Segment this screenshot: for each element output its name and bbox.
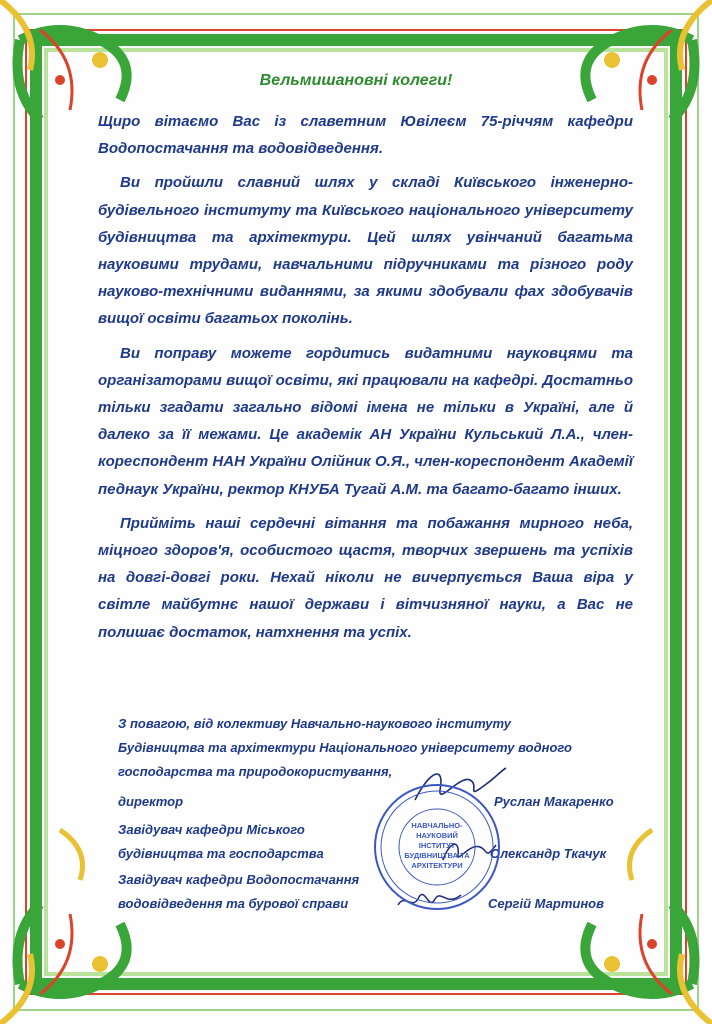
stamp-line-3: ІНСТИТУТ [418,841,456,850]
letter-body [98,108,633,653]
institute-stamp [372,782,502,912]
role-head-water-b: водовідведення та бурової справи [118,896,349,911]
role-head-water-a: Завідувач кафедри Водопостачання [118,872,360,887]
stamp-line-1: НАВЧАЛЬНО- [411,821,463,830]
name-head-urban: Олександр Ткачук [490,846,607,861]
paragraph-1: Щиро вітаємо Вас із славетним Ювілеєм 75-річчям кафедри Водопостачання та водовідведення. [98,113,633,158]
name-head-water: Сергій Мартинов [488,896,604,911]
letter-salutation: Вельмишановні колеги! [259,72,453,89]
stamp-line-4: БУДІВНИЦТВА ТА [404,851,470,860]
closing-line-3: господарства та природокористування, [118,764,393,779]
paragraph-2: Ви пройшли славний шлях у складі Київського інженерно-будівельного інституту та Київського національного університету будівництва та архітектури. Цей шлях увінчаний багатьма науковими трудами, навчальними підручниками та різного роду науково-технічними виданнями, за якими здобували фах здобувачів вищої освіти багатьох поколінь. [98,174,633,328]
role-director: директор [118,794,184,809]
paragraph-4: Прийміть наші сердечні вітання та побажання мирного неба, міцного здоров'я, особистого щастя, творчих звершень та успіхів на довгі-довгі роки. Нехай ніколи не вичерпується Ваша віра у світле майбутнє нашої держави і вітчизняної науки, а Вас не полишає достаток, натхнення та успіх. [98,514,633,641]
role-head-urban-b: будівництва та господарства [118,846,324,861]
name-director: Руслан Макаренко [494,794,614,809]
corner-ornament-top-right [585,0,712,120]
closing-line-2: Будівництва та архітектури Національного університету водного [118,740,572,755]
closing-line-1: З повагою, від колективу Навчально-наукового інституту [118,716,512,731]
stamp-line-5: АРХІТЕКТУРИ [411,861,463,870]
stamp-line-2: НАУКОВИЙ [416,831,458,840]
paragraph-3: Ви поправу можете гордитись видатними науковцями та організаторами вищої освіти, які працювали на кафедрі. Достатньо тільки згадати загально відомі імена не тільки в Україні, але й далеко за її межами. Це академік АН України Кульський Л.А., член-кореспондент НАН України Олійник О.Я., член-кореспондент Академії педнаук України, ректор КНУБА Тугай А.М. та багато-багато інших. [98,344,633,498]
corner-ornament-top-left [0,0,127,120]
role-head-urban-a: Завідувач кафедри Міського [118,822,305,837]
